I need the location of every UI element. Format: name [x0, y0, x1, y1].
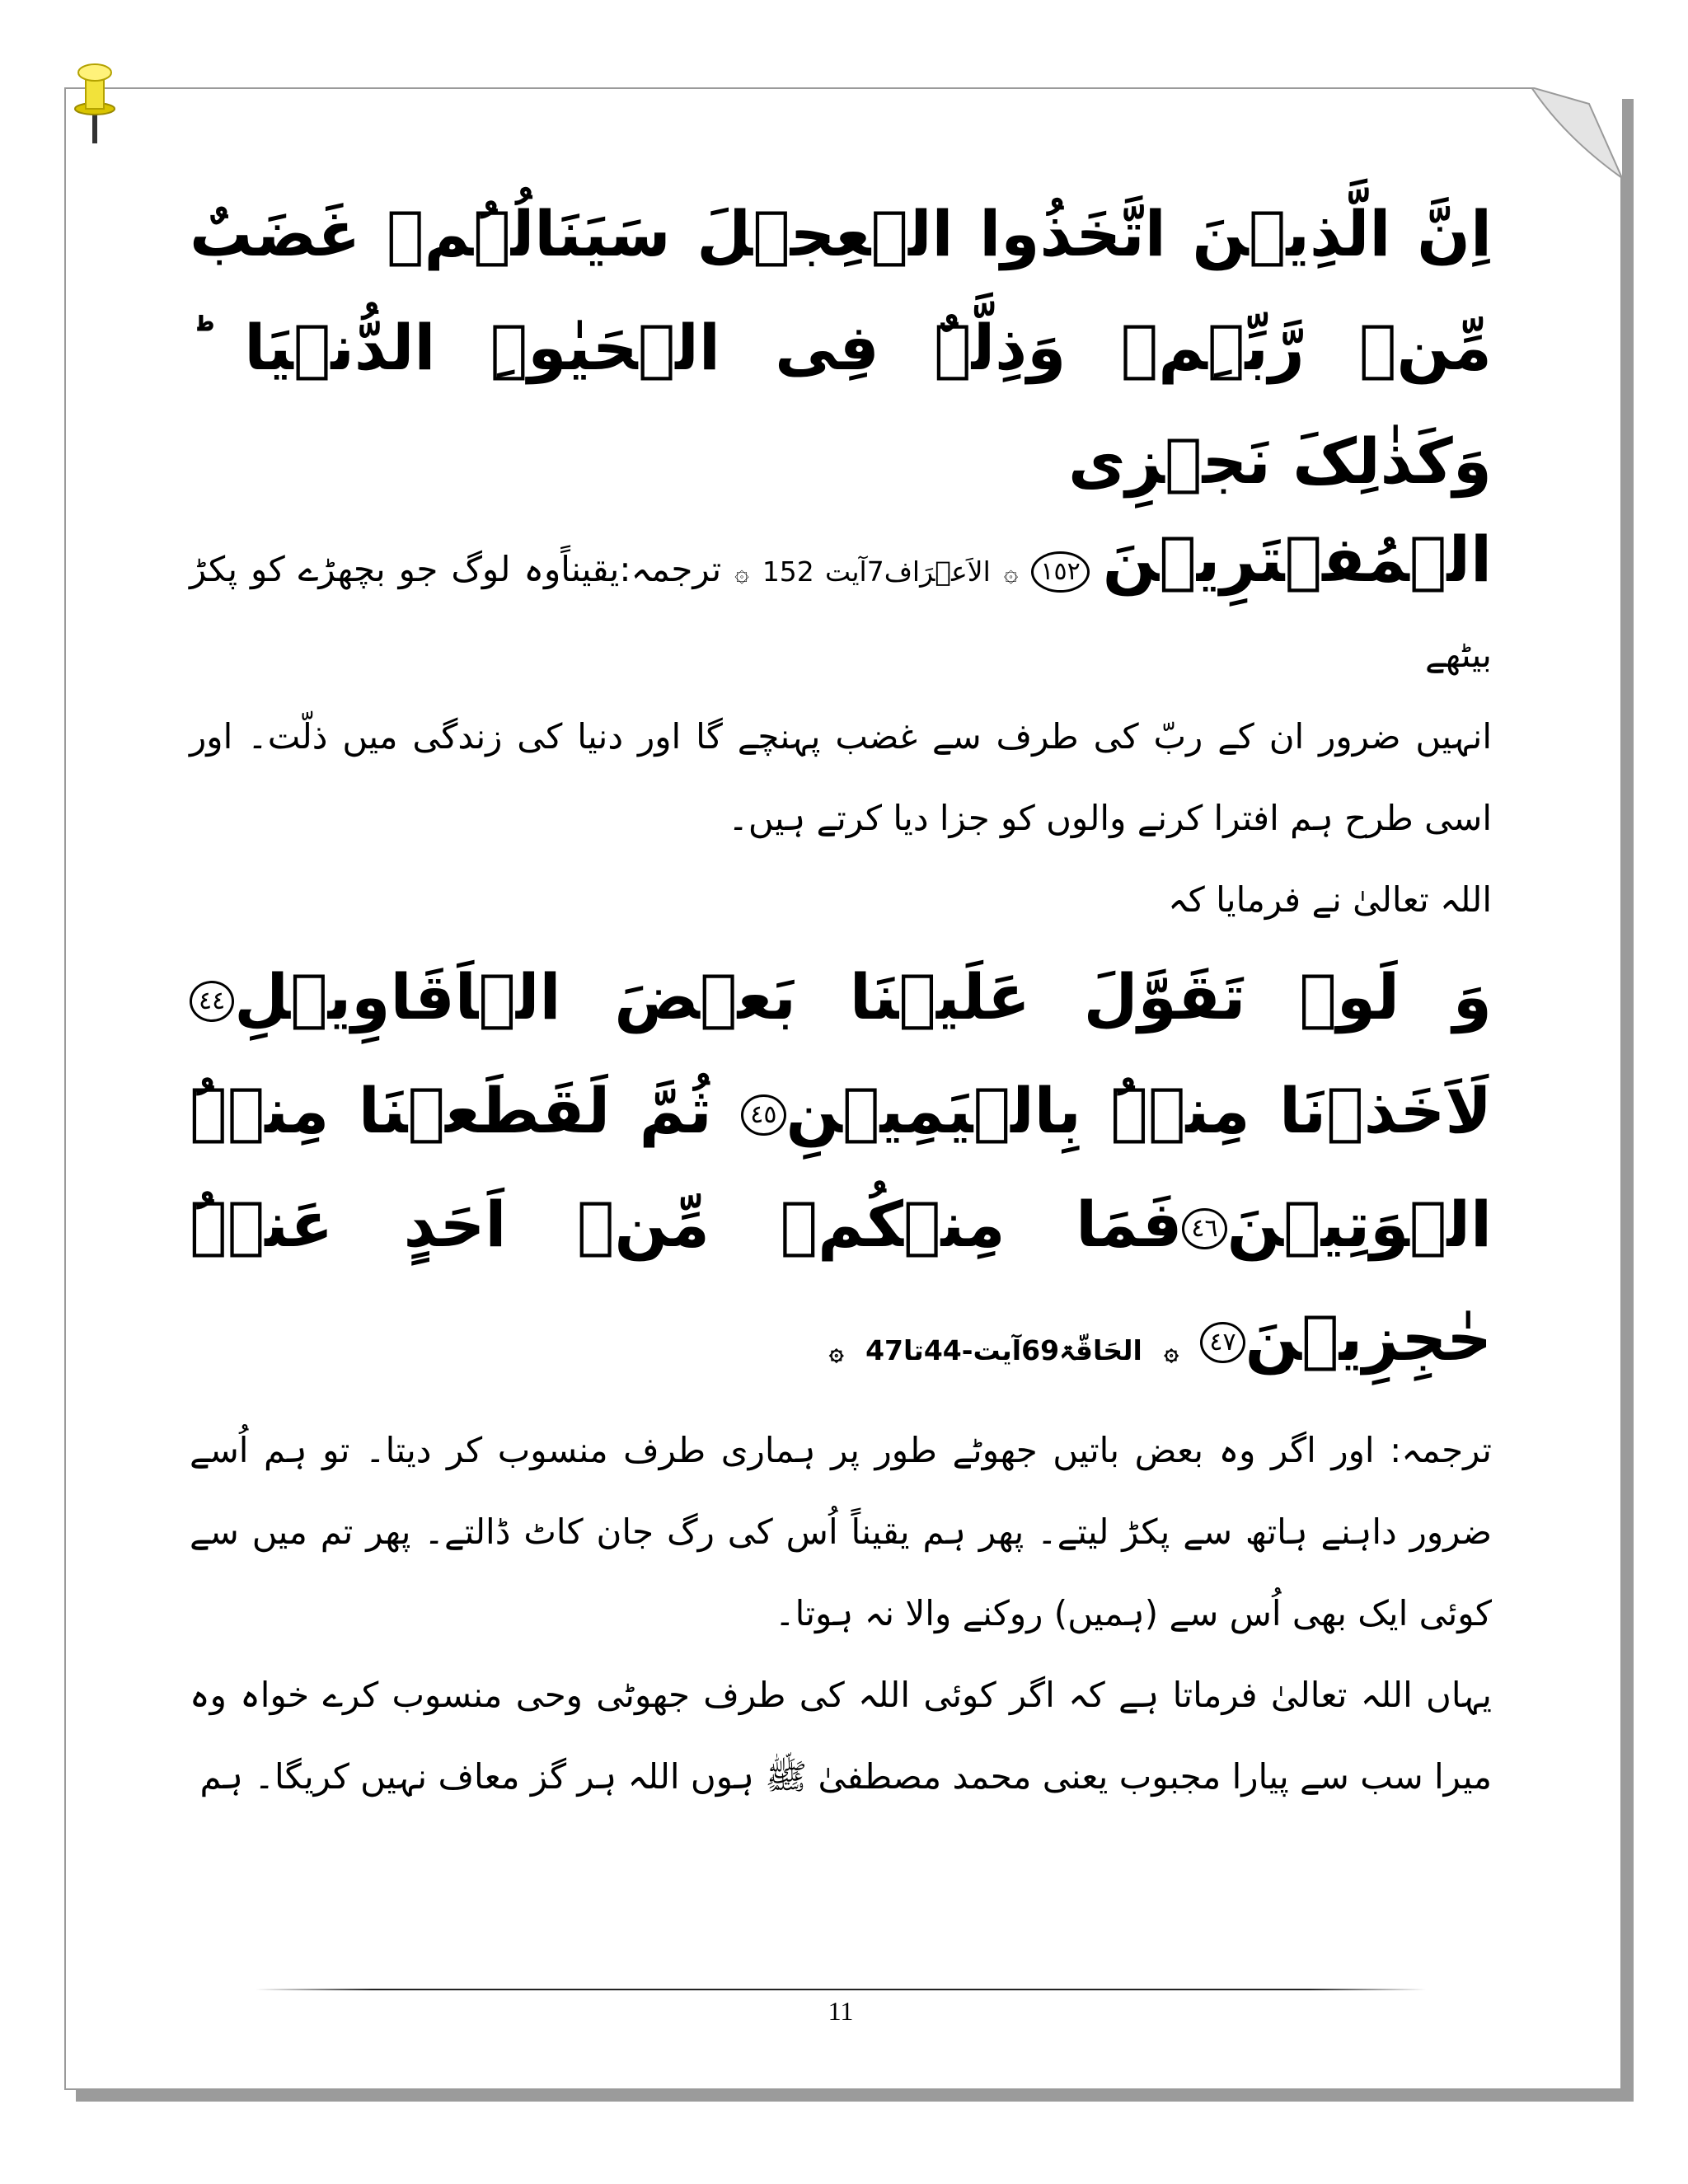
verse2-part2: لَاَخَذۡنَا مِنۡہُ بِالۡیَمِیۡنِ	[785, 1074, 1492, 1147]
surah-reference-haqqah: الحَاقّۃ69آیت-44تا47	[865, 1334, 1142, 1366]
rub-el-hizb-icon: ۞	[1003, 559, 1019, 588]
intro-allah-said: اللہ تعالیٰ نے فرمایا کہ	[1168, 879, 1492, 920]
translation1-text: انہیں ضرور ان کے ربّ کی طرف سے غضب پہنچے گا اور دنیا کی زندگی میں ذلّت۔ اور اسی طرح ہم افترا کرنے والوں کو جزا دیا کرتے ہیں۔	[190, 716, 1492, 838]
ayah-number-152: ١٥٢	[1031, 551, 1089, 593]
footer-divider	[256, 1989, 1426, 1990]
ayah-number-46: ٤٦	[1182, 1208, 1226, 1249]
ayah-number-47: ٤٧	[1200, 1322, 1245, 1363]
push-pin-icon	[69, 56, 120, 147]
rub-el-hizb-icon: ۞	[1164, 1338, 1179, 1366]
translation2-text: ترجمہ: اور اگر وہ بعض باتیں جھوٹے طور پر ہماری طرف منسوب کر دیتا۔ تو ہم اُسے ضرور داہنے ہاتھ سے پکڑ لیتے۔ پھر ہم یقیناً اُس کی رگ جان کاٹ ڈالتے۔ پھر تم میں سے کوئی ایک بھی اُس سے (ہمیں) روکنے والا نہ ہوتا۔	[190, 1430, 1492, 1633]
verse2-part1: وَ لَوۡ تَقَوَّلَ عَلَیۡنَا بَعۡضَ الۡاَقَاوِیۡلِ	[234, 960, 1492, 1033]
ayah-number-45: ٤٥	[741, 1094, 785, 1136]
verse2-part4: فَمَا مِنۡکُمۡ مِّنۡ اَحَدٍ عَنۡہُ حٰجِزِیۡنَ	[190, 1188, 1492, 1375]
page-curl-icon	[1531, 87, 1622, 178]
translation1-intro: ترجمہ:یقیناًوہ لوگ جو بچھڑے کو پکڑ بیٹھے	[190, 549, 1492, 675]
verse1-text: اِنَّ الَّذِیۡنَ اتَّخَذُوا الۡعِجۡلَ سَیَنَالُہُمۡ غَضَبٌ مِّنۡ رَّبِّہِمۡ وَذِلَّۃٌ فِی الۡحَیٰوۃِ الدُّنۡیَا ؕ وَکَذٰلِکَ نَجۡزِی	[190, 197, 1492, 498]
verse1-end-word: الۡمُفۡتَرِیۡنَ	[1102, 523, 1492, 596]
commentary-text: یہاں اللہ تعالیٰ فرماتا ہے کہ اگر کوئی اللہ کی طرف جھوٹی وحی منسوب کرے خواہ وہ میرا سب سے پیارا مجبوب یعنی محمد مصطفیٰ ﷺ ہوں اللہ ہر گز معاف نہیں کریگا۔ ہم	[190, 1675, 1492, 1797]
rub-el-hizb-icon: ۞	[734, 559, 749, 588]
page-content	[190, 177, 1492, 1941]
rub-el-hizb-icon: ۞	[829, 1338, 844, 1366]
ayah-number-44: ٤٤	[190, 981, 234, 1022]
verse1-closing-line	[190, 518, 1492, 696]
verse2-part3: ثُمَّ لَقَطَعۡنَا مِنۡہُ الۡوَتِیۡنَ	[190, 1074, 1492, 1261]
verses-al-haqqah-44-47	[190, 940, 1492, 1409]
verse-al-araf-152	[190, 177, 1492, 518]
surah-reference-araf: الاَعۡرَاف7آیت 152	[762, 555, 991, 588]
page-number: 11	[828, 1996, 854, 2026]
